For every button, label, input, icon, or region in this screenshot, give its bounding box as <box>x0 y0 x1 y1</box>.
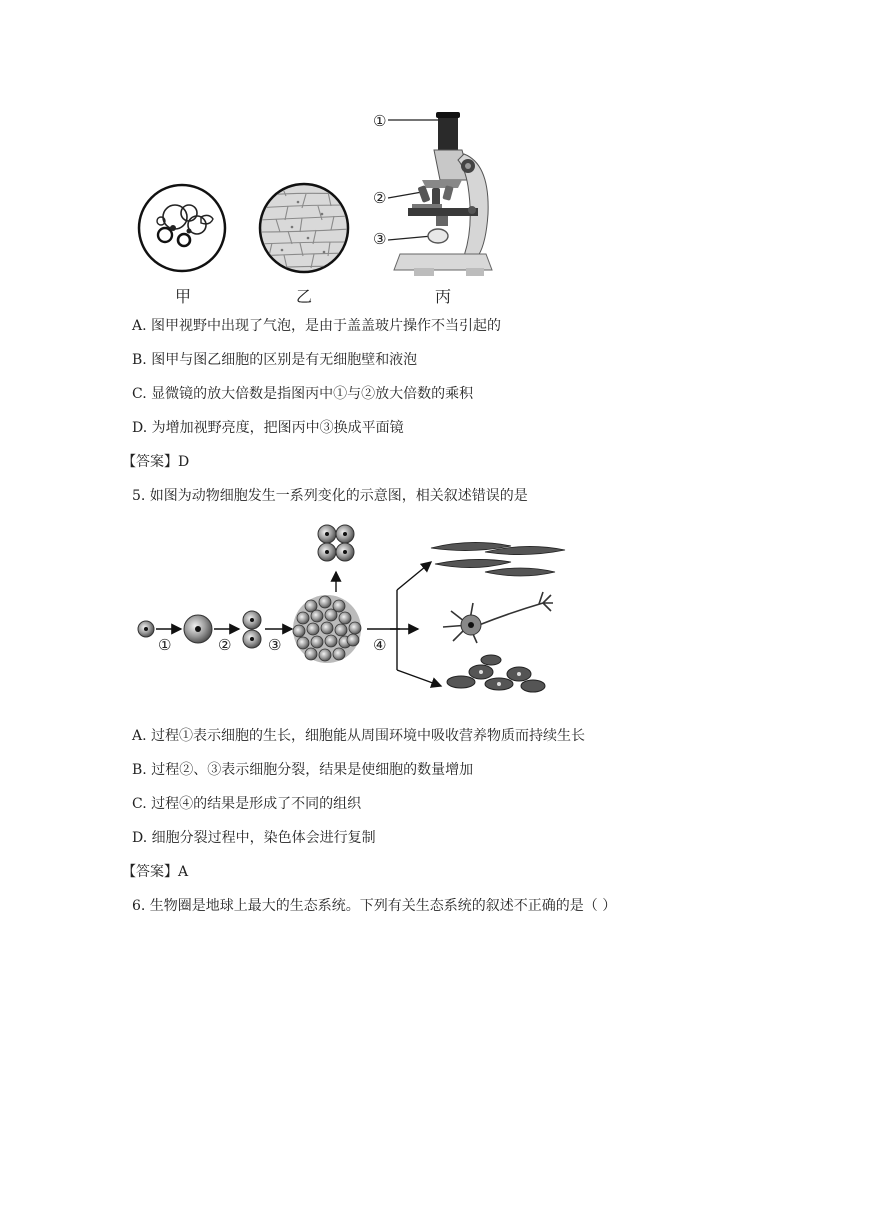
step-1-label: ① <box>158 636 172 654</box>
q4-answer: 【答案】D <box>122 454 190 470</box>
step-4-label: ④ <box>373 636 387 654</box>
callout-2-objective: ② <box>373 189 387 207</box>
step-2-label: ② <box>218 636 232 654</box>
label-bing: 丙 <box>435 287 452 306</box>
q4-option-c: C. 显微镜的放大倍数是指图丙中①与②放大倍数的乘积 <box>132 386 474 402</box>
q5-option-b: B. 过程②、③表示细胞分裂，结果是使细胞的数量增加 <box>132 762 474 778</box>
view-yi-plant-cells-image <box>258 182 350 274</box>
label-yi: 乙 <box>296 287 313 306</box>
callout-1-eyepiece: ① <box>373 112 387 130</box>
q5-answer: 【答案】A <box>122 864 189 880</box>
cell-change-diagram-image <box>135 520 575 700</box>
step-3-label: ③ <box>268 636 282 654</box>
q5-option-c: C. 过程④的结果是形成了不同的组织 <box>132 796 362 812</box>
q6-stem: 6. 生物圈是地球上最大的生态系统。下列有关生态系统的叙述不正确的是（ ） <box>132 898 617 914</box>
q4-option-a: A. 图甲视野中出现了气泡，是由于盖盖玻片操作不当引起的 <box>132 318 502 334</box>
q4-option-d: D. 为增加视野亮度，把图丙中③换成平面镜 <box>132 420 404 436</box>
q5-stem: 5. 如图为动物细胞发生一系列变化的示意图，相关叙述错误的是 <box>132 488 528 504</box>
label-jia: 甲 <box>175 287 192 306</box>
q5-option-a: A. 过程①表示细胞的生长，细胞能从周围环境中吸收营养物质而持续生长 <box>132 728 586 744</box>
view-jia-bubbles-image <box>137 183 227 273</box>
view-bing-microscope-image <box>372 110 502 280</box>
q4-option-b: B. 图甲与图乙细胞的区别是有无细胞壁和液泡 <box>132 352 418 368</box>
q5-option-d: D. 细胞分裂过程中，染色体会进行复制 <box>132 830 376 846</box>
callout-3-mirror: ③ <box>373 230 387 248</box>
